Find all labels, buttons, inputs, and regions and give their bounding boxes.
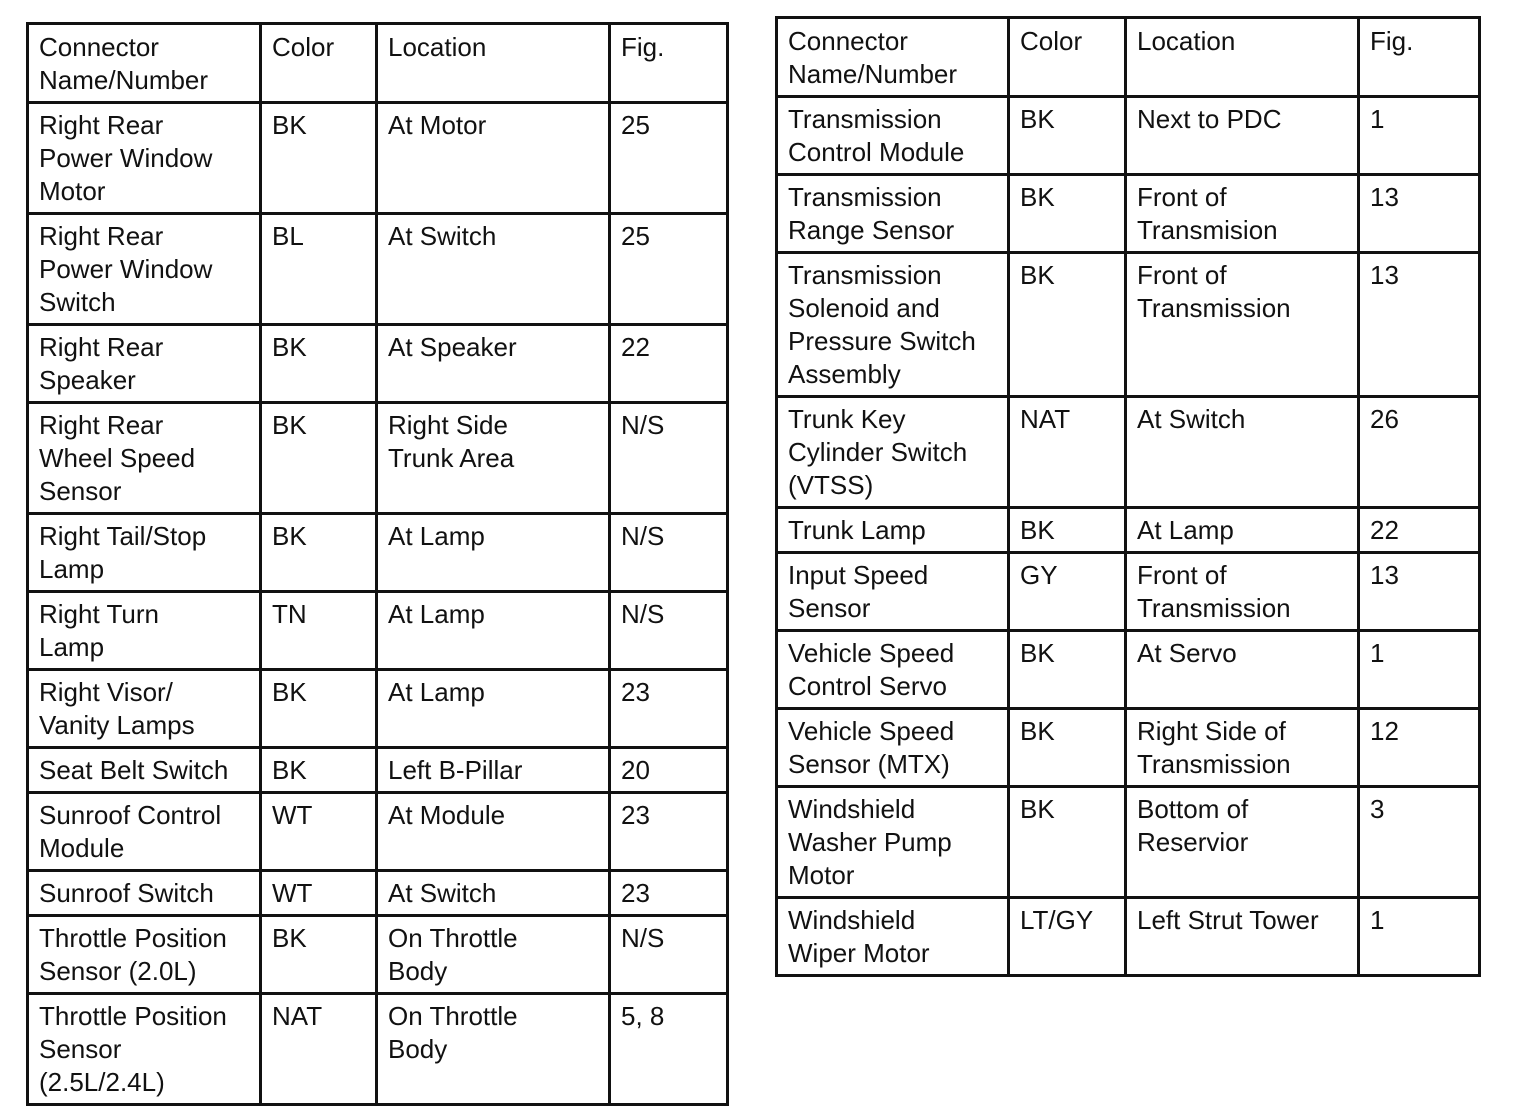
cell-color: BL [261, 214, 377, 325]
header-location: Location [1126, 18, 1359, 97]
table-row [28, 916, 728, 994]
cell-location: At Lamp [377, 592, 610, 670]
cell-connector-name: Windshield Washer Pump Motor [777, 787, 1009, 898]
header-fig: Fig. [610, 24, 728, 103]
cell-fig: 26 [1359, 397, 1480, 508]
cell-fig: 23 [610, 793, 728, 871]
header-fig: Fig. [1359, 18, 1480, 97]
cell-connector-name: Transmission Solenoid and Pressure Switch Assembly [777, 253, 1009, 397]
cell-color: LT/GY [1009, 898, 1126, 976]
cell-location: At Switch [377, 871, 610, 916]
cell-fig: N/S [610, 403, 728, 514]
cell-connector-name: Seat Belt Switch [28, 748, 261, 793]
cell-fig: 12 [1359, 709, 1480, 787]
cell-fig: 23 [610, 871, 728, 916]
table-row [777, 253, 1480, 397]
cell-fig: 25 [610, 214, 728, 325]
cell-connector-name: Sunroof Control Module [28, 793, 261, 871]
header-color: Color [1009, 18, 1126, 97]
table-row [777, 709, 1480, 787]
cell-fig: 13 [1359, 253, 1480, 397]
cell-color: WT [261, 871, 377, 916]
header-connector-name: Connector Name/Number [28, 24, 261, 103]
cell-color: BK [1009, 787, 1126, 898]
cell-color: BK [261, 325, 377, 403]
header-location: Location [377, 24, 610, 103]
cell-color: WT [261, 793, 377, 871]
cell-color: BK [261, 403, 377, 514]
cell-connector-name: Vehicle Speed Sensor (MTX) [777, 709, 1009, 787]
table-row [28, 670, 728, 748]
table-row [777, 553, 1480, 631]
cell-color: BK [1009, 175, 1126, 253]
cell-connector-name: Trunk Key Cylinder Switch (VTSS) [777, 397, 1009, 508]
cell-fig: 25 [610, 103, 728, 214]
cell-location: At Switch [377, 214, 610, 325]
cell-connector-name: Transmission Range Sensor [777, 175, 1009, 253]
table-row [777, 175, 1480, 253]
cell-connector-name: Throttle Position Sensor (2.5L/2.4L) [28, 994, 261, 1105]
cell-color: BK [1009, 253, 1126, 397]
cell-fig: 1 [1359, 97, 1480, 175]
table-row [777, 397, 1480, 508]
cell-fig: 1 [1359, 631, 1480, 709]
cell-location: On Throttle Body [377, 916, 610, 994]
cell-connector-name: Trunk Lamp [777, 508, 1009, 553]
cell-fig: 20 [610, 748, 728, 793]
cell-location: At Motor [377, 103, 610, 214]
table-header-row [777, 18, 1480, 97]
cell-connector-name: Transmission Control Module [777, 97, 1009, 175]
cell-fig: 13 [1359, 175, 1480, 253]
cell-fig: 22 [610, 325, 728, 403]
cell-color: GY [1009, 553, 1126, 631]
table-row [28, 214, 728, 325]
cell-location: Right Side of Transmission [1126, 709, 1359, 787]
cell-connector-name: Right Rear Power Window Switch [28, 214, 261, 325]
table-row [28, 403, 728, 514]
header-color: Color [261, 24, 377, 103]
cell-color: NAT [1009, 397, 1126, 508]
table-row [28, 325, 728, 403]
cell-fig: 13 [1359, 553, 1480, 631]
table-row [777, 787, 1480, 898]
table-row [28, 793, 728, 871]
cell-connector-name: Windshield Wiper Motor [777, 898, 1009, 976]
cell-connector-name: Sunroof Switch [28, 871, 261, 916]
cell-color: TN [261, 592, 377, 670]
cell-color: BK [261, 103, 377, 214]
table-row [777, 508, 1480, 553]
cell-connector-name: Right Turn Lamp [28, 592, 261, 670]
cell-color: BK [1009, 631, 1126, 709]
table-row [777, 898, 1480, 976]
cell-fig: 1 [1359, 898, 1480, 976]
cell-location: Front of Transmission [1126, 253, 1359, 397]
cell-connector-name: Vehicle Speed Control Servo [777, 631, 1009, 709]
cell-fig: 22 [1359, 508, 1480, 553]
cell-location: Next to PDC [1126, 97, 1359, 175]
cell-connector-name: Right Visor/ Vanity Lamps [28, 670, 261, 748]
cell-location: At Servo [1126, 631, 1359, 709]
cell-location: On Throttle Body [377, 994, 610, 1105]
cell-location: Front of Transmision [1126, 175, 1359, 253]
cell-color: BK [261, 916, 377, 994]
cell-color: BK [1009, 508, 1126, 553]
connector-table-right [775, 16, 1481, 977]
cell-fig: 3 [1359, 787, 1480, 898]
cell-location: At Lamp [1126, 508, 1359, 553]
table-row [777, 631, 1480, 709]
table-row [777, 97, 1480, 175]
table-header-row [28, 24, 728, 103]
cell-color: BK [261, 748, 377, 793]
cell-fig: N/S [610, 514, 728, 592]
table-row [28, 871, 728, 916]
cell-location: At Speaker [377, 325, 610, 403]
cell-color: BK [261, 514, 377, 592]
cell-location: Right Side Trunk Area [377, 403, 610, 514]
table-row [28, 592, 728, 670]
cell-location: At Lamp [377, 670, 610, 748]
table-row [28, 748, 728, 793]
cell-color: BK [1009, 97, 1126, 175]
table-row [28, 994, 728, 1105]
cell-fig: N/S [610, 916, 728, 994]
cell-location: Left B-Pillar [377, 748, 610, 793]
header-connector-name: Connector Name/Number [777, 18, 1009, 97]
table-row [28, 514, 728, 592]
cell-fig: 23 [610, 670, 728, 748]
cell-connector-name: Right Rear Power Window Motor [28, 103, 261, 214]
cell-location: At Lamp [377, 514, 610, 592]
cell-connector-name: Right Rear Wheel Speed Sensor [28, 403, 261, 514]
cell-fig: N/S [610, 592, 728, 670]
cell-color: BK [1009, 709, 1126, 787]
table-row [28, 103, 728, 214]
cell-location: Front of Transmission [1126, 553, 1359, 631]
cell-fig: 5, 8 [610, 994, 728, 1105]
cell-location: Bottom of Reservior [1126, 787, 1359, 898]
cell-connector-name: Throttle Position Sensor (2.0L) [28, 916, 261, 994]
cell-location: At Module [377, 793, 610, 871]
connector-table-left [26, 22, 729, 1106]
cell-connector-name: Right Rear Speaker [28, 325, 261, 403]
cell-color: NAT [261, 994, 377, 1105]
cell-connector-name: Input Speed Sensor [777, 553, 1009, 631]
cell-color: BK [261, 670, 377, 748]
cell-location: At Switch [1126, 397, 1359, 508]
cell-location: Left Strut Tower [1126, 898, 1359, 976]
cell-connector-name: Right Tail/Stop Lamp [28, 514, 261, 592]
